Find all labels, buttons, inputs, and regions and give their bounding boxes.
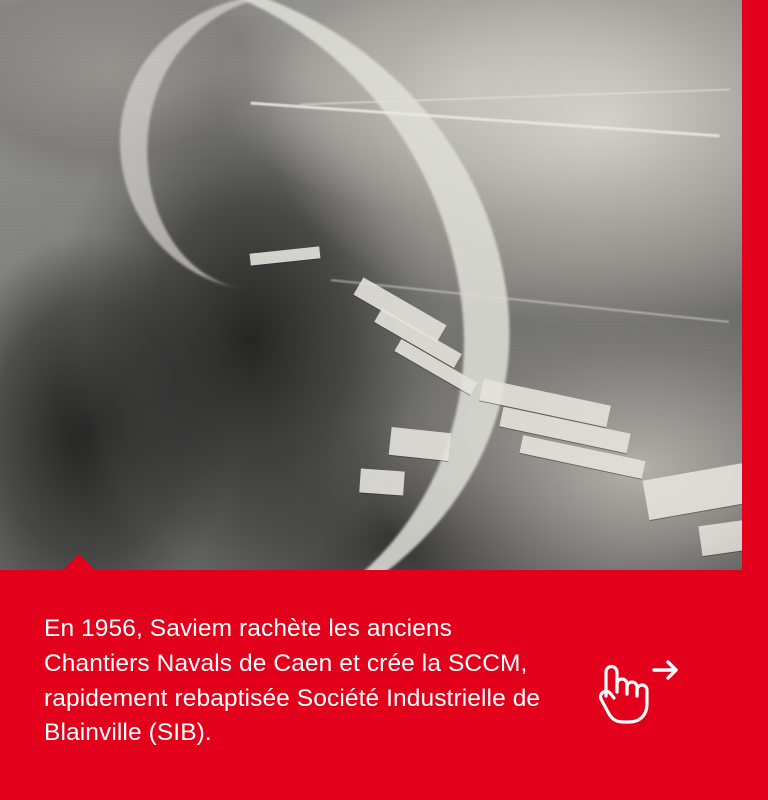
arrow-right-icon [654, 662, 676, 678]
hand-pointer-icon [601, 667, 647, 723]
next-slide-button[interactable] [586, 656, 682, 726]
photo-credit-strip [742, 0, 768, 570]
caption-notch [62, 554, 96, 571]
factory-roof [359, 468, 405, 495]
caption-panel [0, 570, 768, 800]
caption-text: En 1956, Saviem rachète les anciens Chantiers Navals de Caen et crée la SCCM, rapidement rebaptisée Société Industrielle de Blainville (SIB). [44, 615, 541, 747]
